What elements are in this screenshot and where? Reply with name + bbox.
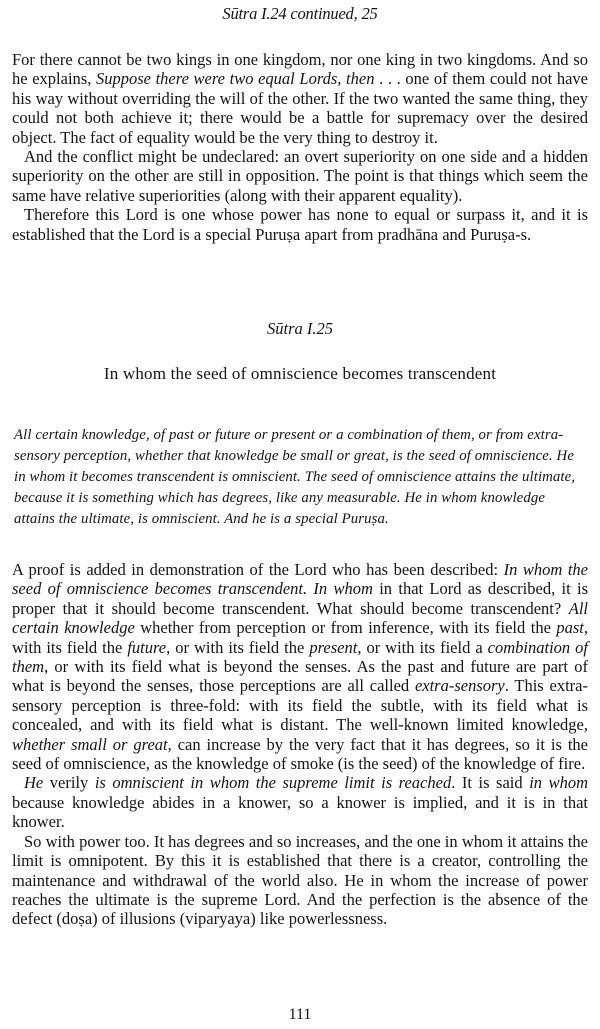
paragraph: He verily is omniscient in whom the supreme limit is reached. It is said in whom because knowledge abides in a knower, so a knower is implied, and it is in that knower. xyxy=(12,773,588,832)
emphasized-text: whether small or great xyxy=(12,734,168,754)
paragraph: And the conflict might be undeclared: an overt superiority on one side and a hidden superiority on the other are still in opposition. The point is that things which seem the same have relative superiorities (along with their apparent equality). xyxy=(12,147,588,205)
emphasized-text: combination of them xyxy=(12,637,588,677)
paragraph: A proof is added in demonstration of the Lord who has been described: In whom the seed of omniscience becomes transcendent. In whom in that Lord as described, it is proper that it should become transcendent. What should become transcendent? All certain knowledge whether from perception or from inference, with its field the past, with its field the future, or with its field the present, or with its field a combination of them, or with its field what is beyond the senses. As the past and future are part of what is beyond the senses, those perceptions are all called extra-sensory. This extra-sensory perception is three-fold: with its field the subtle, with its field what is concealed, and with its field what is distant. The well-known limited knowledge, whether small or great, can increase by the very fact that it has degrees, so it is the seed of omniscience, as the knowledge of smoke (is the seed) of the knowledge of fire. xyxy=(12,560,589,774)
sutra-heading: Sūtra I.25 xyxy=(267,319,333,338)
emphasized-text: Suppose there were two equal Lords, then xyxy=(95,69,375,89)
emphasized-text: In whom xyxy=(313,579,373,599)
running-head: Sūtra I.24 continued, 25 xyxy=(222,4,378,23)
emphasized-text: present xyxy=(309,637,358,657)
emphasized-text: past xyxy=(556,618,584,638)
emphasized-text: extra-sensory xyxy=(414,676,505,696)
emphasized-text: is omniscient in whom the supreme limit is reached xyxy=(94,773,452,793)
sutra-text: In whom the seed of omniscience becomes transcendent xyxy=(103,364,497,383)
paragraph: For there cannot be two kings in one kingdom, nor one king in two kingdoms. And so he explains, Suppose there were two equal Lords, then . . . one of them could not have his way without overriding the will of the other. If the two wanted the same thing, they could not both achieve it; there would be a battle for supremacy over the desired object. The fact of equality would be the very thing to destroy it. xyxy=(12,50,589,147)
continued-commentary-section xyxy=(12,50,588,244)
emphasized-text: future xyxy=(127,637,167,657)
paragraph: So with power too. It has degrees and so increases, and the one in whom it attains the limit is omnipotent. By this it is established that there is a creator, controlling the maintenance and withdrawal of the world also. He in whom the increase of power reaches the ultimate is the supreme Lord. And the perfection is the absence of the defect (doṣa) of illusions (viparyaya) like powerlessness. xyxy=(12,831,588,929)
emphasized-text: He xyxy=(24,773,44,793)
sutra-commentary: All certain knowledge, of past or future or present or a combination of them, or from extra-sensory perception, whether that knowledge be small or great, is the seed of omniscience. He in whom it becomes transcendent is omniscient. The seed of omniscience attains the ultimate, because it is something which has degrees, like any measurable. He in whom knowledge attains the ultimate, is omniscient. And he is a special Puruṣa. xyxy=(14,427,576,527)
explanation-section xyxy=(12,560,588,929)
emphasized-text: In whom the seed of omniscience becomes transcendent. xyxy=(12,560,589,599)
page-number: 111 xyxy=(288,1006,312,1023)
emphasized-text: in whom xyxy=(529,773,588,793)
emphasized-text: All certain knowledge xyxy=(12,598,588,638)
paragraph: Therefore this Lord is one whose power has none to equal or surpass it, and it is established that the Lord is a special Puruṣa apart from pradhāna and Puruṣa-s. xyxy=(12,205,588,244)
